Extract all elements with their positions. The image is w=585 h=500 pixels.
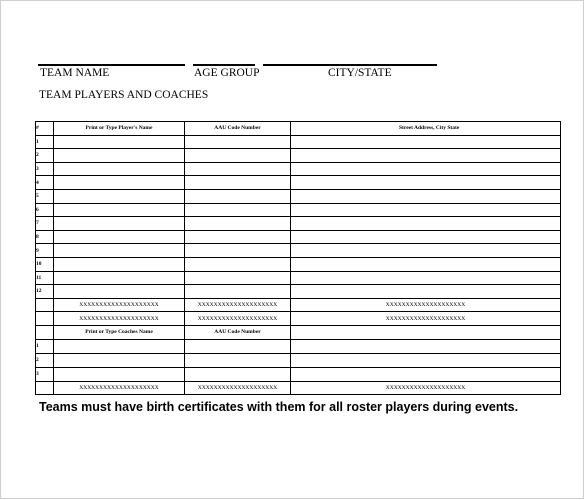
separator-blank xyxy=(36,312,54,326)
separator-row xyxy=(36,381,561,395)
address-cell[interactable] xyxy=(291,203,561,217)
player-row[interactable] xyxy=(36,203,561,217)
address-cell[interactable] xyxy=(291,135,561,149)
age-group-line xyxy=(193,64,255,66)
aau-code-cell[interactable] xyxy=(185,149,291,163)
col-header-number: # xyxy=(36,122,54,136)
coach-name-cell[interactable] xyxy=(54,367,185,381)
row-number: 9 xyxy=(36,244,54,258)
player-row[interactable] xyxy=(36,176,561,190)
address-cell[interactable] xyxy=(291,244,561,258)
address-cell[interactable] xyxy=(291,189,561,203)
col-header-coach-name: Print or Type Coaches Name xyxy=(54,325,185,339)
aau-code-cell[interactable] xyxy=(185,285,291,299)
coach-aau-code-cell[interactable] xyxy=(185,367,291,381)
player-row[interactable] xyxy=(36,189,561,203)
separator-text: XXXXXXXXXXXXXXXXXXXX xyxy=(54,312,185,326)
player-name-cell[interactable] xyxy=(54,135,185,149)
coach-row[interactable] xyxy=(36,367,561,381)
coach-address-cell[interactable] xyxy=(291,339,561,353)
address-cell[interactable] xyxy=(291,217,561,231)
row-number: 10 xyxy=(36,257,54,271)
coaches-header-address-blank xyxy=(291,325,561,339)
players-header-row xyxy=(36,122,561,136)
player-name-cell[interactable] xyxy=(54,244,185,258)
birth-certificate-note: Teams must have birth certificates with them for all roster players during events. xyxy=(39,400,519,414)
row-number: 8 xyxy=(36,230,54,244)
player-row[interactable] xyxy=(36,257,561,271)
aau-code-cell[interactable] xyxy=(185,230,291,244)
player-name-cell[interactable] xyxy=(54,162,185,176)
player-name-cell[interactable] xyxy=(54,230,185,244)
separator-row xyxy=(36,312,561,326)
row-number: 6 xyxy=(36,203,54,217)
roster-table xyxy=(35,121,561,395)
aau-code-cell[interactable] xyxy=(185,244,291,258)
player-row[interactable] xyxy=(36,217,561,231)
separator-text: XXXXXXXXXXXXXXXXXXXX xyxy=(291,381,561,395)
separator-text: XXXXXXXXXXXXXXXXXXXX xyxy=(185,381,291,395)
aau-code-cell[interactable] xyxy=(185,257,291,271)
player-row[interactable] xyxy=(36,285,561,299)
coach-address-cell[interactable] xyxy=(291,353,561,367)
player-name-cell[interactable] xyxy=(54,203,185,217)
player-row[interactable] xyxy=(36,271,561,285)
player-name-cell[interactable] xyxy=(54,257,185,271)
section-subtitle: TEAM PLAYERS AND COACHES xyxy=(39,89,209,101)
address-cell[interactable] xyxy=(291,285,561,299)
player-name-cell[interactable] xyxy=(54,149,185,163)
col-header-player-name: Print or Type Player's Name xyxy=(54,122,185,136)
separator-text: XXXXXXXXXXXXXXXXXXXX xyxy=(291,312,561,326)
city-state-label: CITY/STATE xyxy=(328,67,392,79)
row-number: 1 xyxy=(36,339,54,353)
player-name-cell[interactable] xyxy=(54,217,185,231)
player-row[interactable] xyxy=(36,244,561,258)
aau-code-cell[interactable] xyxy=(185,271,291,285)
aau-code-cell[interactable] xyxy=(185,135,291,149)
coach-name-cell[interactable] xyxy=(54,339,185,353)
coaches-header-blank xyxy=(36,325,54,339)
row-number: 11 xyxy=(36,271,54,285)
row-number: 2 xyxy=(36,353,54,367)
separator-blank xyxy=(36,381,54,395)
team-name-label: TEAM NAME xyxy=(40,67,110,79)
address-cell[interactable] xyxy=(291,162,561,176)
address-cell[interactable] xyxy=(291,176,561,190)
separator-text: XXXXXXXXXXXXXXXXXXXX xyxy=(291,298,561,312)
row-number: 3 xyxy=(36,367,54,381)
col-header-coach-aau-code: AAU Code Number xyxy=(185,325,291,339)
col-header-address: Street Address, City State xyxy=(291,122,561,136)
row-number: 5 xyxy=(36,189,54,203)
team-name-line xyxy=(38,64,185,66)
age-group-label: AGE GROUP xyxy=(194,67,260,79)
coach-row[interactable] xyxy=(36,339,561,353)
coach-name-cell[interactable] xyxy=(54,353,185,367)
player-row[interactable] xyxy=(36,149,561,163)
coach-row[interactable] xyxy=(36,353,561,367)
row-number: 1 xyxy=(36,135,54,149)
player-name-cell[interactable] xyxy=(54,271,185,285)
coach-aau-code-cell[interactable] xyxy=(185,339,291,353)
row-number: 7 xyxy=(36,217,54,231)
separator-blank xyxy=(36,298,54,312)
separator-text: XXXXXXXXXXXXXXXXXXXX xyxy=(54,381,185,395)
aau-code-cell[interactable] xyxy=(185,203,291,217)
row-number: 2 xyxy=(36,149,54,163)
coach-address-cell[interactable] xyxy=(291,367,561,381)
player-row[interactable] xyxy=(36,135,561,149)
address-cell[interactable] xyxy=(291,257,561,271)
aau-code-cell[interactable] xyxy=(185,217,291,231)
aau-code-cell[interactable] xyxy=(185,189,291,203)
separator-row xyxy=(36,298,561,312)
separator-text: XXXXXXXXXXXXXXXXXXXX xyxy=(54,298,185,312)
row-number: 3 xyxy=(36,162,54,176)
coach-aau-code-cell[interactable] xyxy=(185,353,291,367)
address-cell[interactable] xyxy=(291,149,561,163)
separator-text: XXXXXXXXXXXXXXXXXXXX xyxy=(185,312,291,326)
address-cell[interactable] xyxy=(291,271,561,285)
aau-code-cell[interactable] xyxy=(185,176,291,190)
player-row[interactable] xyxy=(36,162,561,176)
city-state-line xyxy=(263,64,437,66)
address-cell[interactable] xyxy=(291,230,561,244)
player-row[interactable] xyxy=(36,230,561,244)
player-name-cell[interactable] xyxy=(54,176,185,190)
player-name-cell[interactable] xyxy=(54,285,185,299)
coaches-header-row xyxy=(36,325,561,339)
row-number: 12 xyxy=(36,285,54,299)
aau-code-cell[interactable] xyxy=(185,162,291,176)
separator-text: XXXXXXXXXXXXXXXXXXXX xyxy=(185,298,291,312)
col-header-aau-code: AAU Code Number xyxy=(185,122,291,136)
row-number: 4 xyxy=(36,176,54,190)
player-name-cell[interactable] xyxy=(54,189,185,203)
